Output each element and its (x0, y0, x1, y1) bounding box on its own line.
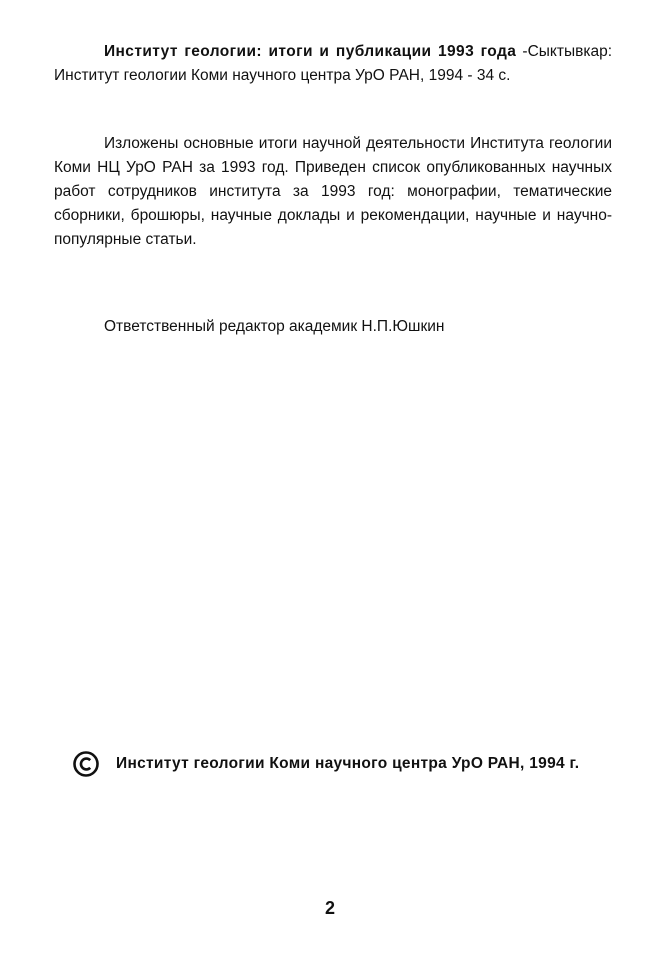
page-number: 2 (324, 898, 335, 918)
copyright-text: Институт геологии Коми научного центра УрО РАН, 1994 г. (116, 755, 580, 772)
abstract-text: Изложены основные итоги научной деятельности Института геологии Коми НЦ УрО РАН за 1993 год. Приведен список опубликованных научных работ сотрудников института за 1993 год: монографии, тематические сборники, брошюры, научные доклады и рекомендации, научные и научно-популярные статьи. (54, 135, 612, 248)
responsible-editor: Ответственный редактор академик Н.П.Юшкин (104, 318, 445, 335)
copyright-icon (72, 750, 100, 778)
bibliographic-entry (54, 40, 612, 88)
copyright-notice (72, 752, 612, 776)
abstract-paragraph (54, 132, 612, 252)
publication-info: -Сыктывкар: Институт геологии Коми научного центра УрО РАН, 1994 - 34 с. (54, 43, 612, 84)
book-title: Институт геологии: итоги и публикации 1993 года (104, 43, 517, 60)
